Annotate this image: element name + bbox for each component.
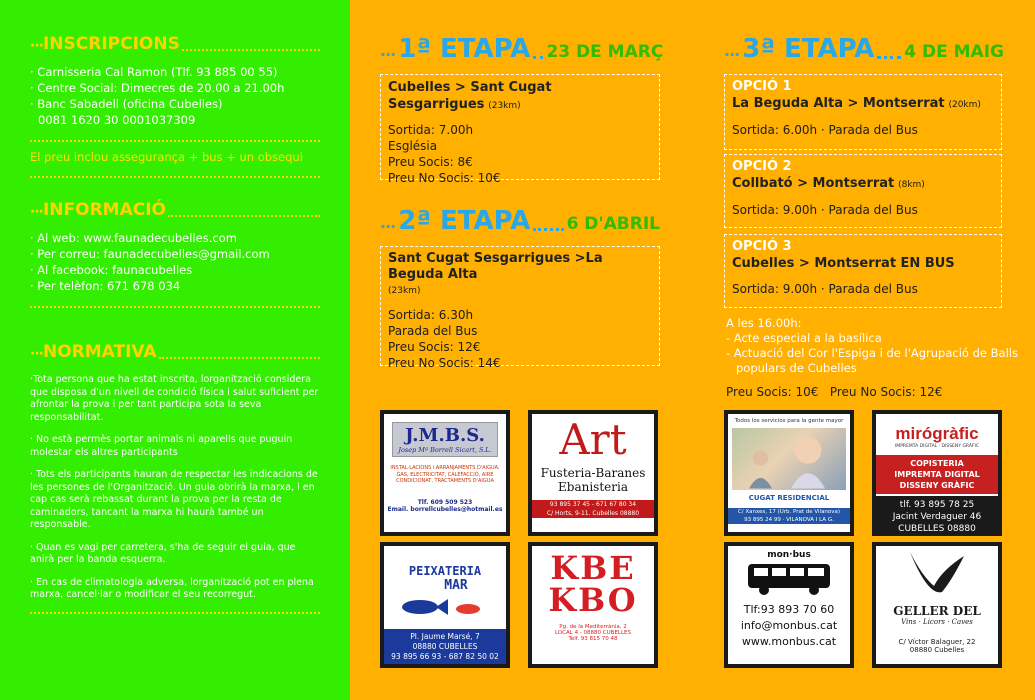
etapa1-line: Preu Socis: 8€	[388, 155, 473, 169]
art-address: C/ Horts, 9-11. Cubelles 08880	[532, 509, 654, 518]
informacio-heading: ··· INFORMACIÓ	[30, 200, 320, 220]
normativa-paragraph: · En cas de climatologia adversa, lorganització pot en plena marxa, cancel·lar o modificar el seu recorregut.	[30, 576, 314, 600]
inscripcions-note: El preu inclou assegurança + bus + un obsequi	[30, 150, 303, 164]
monbus-email: info@monbus.cat	[740, 619, 838, 632]
option3-label: OPCIÓ 3	[732, 239, 792, 254]
etapa3-title: 3ª ETAPA	[742, 34, 875, 64]
cugat-tel: 93 895 24 99 · VILANOVA I LA G.	[728, 516, 850, 524]
jmbs-desc: INSTAL·LACIONS i ARRANJAMENTS D'AIGUA, GAS, ELECTRICITAT, CALEFACCIÓ, AIRE CONDICIONAT, TRACTAMENTS D'AIGUA	[390, 465, 500, 484]
etapa3-option1-box	[724, 74, 1002, 150]
geller-sub: Vins · Licors · Caves	[901, 618, 973, 626]
etapa3-option2-box	[724, 154, 1002, 228]
etapa1-line: Preu No Socis: 10€	[388, 171, 501, 185]
list-item: · Carnisseria Cal Ramon (Tlf. 93 885 00 55)	[30, 65, 278, 79]
peix-name1: PEIXATERIA	[408, 564, 482, 578]
right-panel	[350, 0, 1035, 700]
peix-addr: Pl. Jaume Marsé, 7	[410, 632, 480, 641]
divider	[30, 140, 320, 142]
geller-name: GELLER DEL	[893, 604, 981, 618]
miro-tel: tlf. 93 895 78 25	[899, 500, 975, 510]
monbus-web: www.monbus.cat	[741, 635, 837, 648]
peix-name2: MAR	[444, 578, 468, 593]
fish-icon	[390, 593, 500, 621]
informacio-title: INFORMACIÓ	[42, 200, 167, 220]
option1-route: La Beguda Alta > Montserrat	[732, 96, 945, 111]
etapa2-line: Sortida: 6.30h	[388, 308, 474, 322]
geller-addr: C/ Víctor Balaguer, 22	[898, 638, 976, 646]
etapa2-box	[380, 246, 660, 370]
etapa1-route: Cubelles > Sant Cugat Sesgarrigues	[388, 80, 552, 112]
etapa3-heading: ··· 3ª ETAPA 4 DE MAIG	[724, 34, 1004, 64]
extra-line: A les 16.00h:	[726, 316, 802, 330]
etapa2-line: Parada del Bus	[388, 324, 478, 338]
ad-peixateria	[380, 542, 510, 668]
inscripcions-title: INSCRIPCIONS	[42, 34, 180, 54]
inscripcions-heading: ··· INSCRIPCIONS	[30, 34, 320, 54]
left-panel	[0, 0, 350, 700]
etapa3-date: 4 DE MAIG	[904, 42, 1004, 62]
monbus-tel: Tlf:93 893 70 60	[743, 603, 835, 616]
cugat-address: C/ Xanxes, 17 (Urb. Prat de Vilanova)	[728, 508, 850, 516]
list-item: · Per correu: faunadecubelles@gmail.com	[30, 247, 270, 261]
normativa-title: NORMATIVA	[42, 342, 157, 362]
extra-line: - Actuació del Cor l'Espiga i de l'Agrupació de Balls	[726, 346, 1018, 360]
option1-km: (20km)	[948, 100, 981, 110]
etapa2-line: Preu No Socis: 14€	[388, 356, 501, 370]
art-logo: Art	[559, 415, 627, 464]
ad-mirografic	[872, 410, 1002, 536]
list-item: · Al web: www.faunadecubelles.com	[30, 231, 237, 245]
kbe-l1: KBE	[550, 549, 636, 587]
etapa2-date: 6 D'ABRIL	[566, 214, 660, 234]
list-item: 0081 1620 30 0001037309	[38, 113, 196, 127]
people-illustration-icon	[732, 428, 846, 490]
art-line2: Ebanisteria	[558, 480, 628, 494]
option1-label: OPCIÓ 1	[732, 79, 792, 94]
normativa-paragraph: · Tots els participants hauran de respectar les indicacions de les persones de l'Organització. Un guia obrirà la marxa, i en cap cas serà rebassat durant la prova per la resta de caminadors, tancant la marxa hi haurà també un responsable.	[30, 469, 318, 530]
jmbs-tel: Tlf. 609 509 523	[417, 498, 473, 506]
miro-l1: COPISTERIA	[910, 459, 964, 468]
etapa1-km: (23km)	[488, 101, 521, 111]
cugat-name: CUGAT RESIDENCIAL	[748, 494, 830, 502]
etapa1-heading: ··· 1ª ETAPA 23 DE MARÇ	[380, 34, 664, 64]
normativa-heading: ··· NORMATIVA	[30, 342, 320, 362]
normativa-paragraph: · No està permès portar animals ni aparells que puguin molestar els altres participants	[30, 434, 293, 458]
list-item: · Al facebook: faunacubelles	[30, 263, 193, 277]
divider	[30, 176, 320, 178]
ad-jmbs	[380, 410, 510, 536]
list-item: · Per telèfon: 671 678 034	[30, 279, 181, 293]
informacio-list	[30, 230, 320, 294]
etapa1-date: 23 DE MARÇ	[546, 42, 664, 62]
jmbs-sub: Josep Mª Borrell Sicart, S.L.	[398, 446, 492, 454]
etapa1-title: 1ª ETAPA	[398, 34, 531, 64]
extra-line: - Acte especial a la basílica	[726, 331, 882, 345]
etapa3-extra	[726, 316, 1026, 376]
extra-line: populars de Cubelles	[736, 361, 857, 375]
art-contact: 93 895 37 45 - 671 67 80 34	[532, 500, 654, 509]
etapa1-line: Sortida: 7.00h	[388, 123, 474, 137]
option2-km: (8km)	[898, 180, 925, 190]
normativa-paragraph: ·Tota persona que ha estat inscrita, lorganització considera que disposa d'un nivell de condició física i salut suficient per afrontar la prova i per tant participa sota la seva responsabilitat.	[30, 374, 319, 423]
inscripcions-list	[30, 64, 320, 128]
monbus-logo: mon·bus	[767, 550, 811, 560]
kbe-addr: Pg. de la Mediterrània, 2	[559, 624, 627, 630]
option1-info: Sortida: 6.00h · Parada del Bus	[732, 123, 918, 137]
art-line1: Fusteria-Baranes	[540, 466, 646, 480]
miro-l2: IMPREMTA DIGITAL	[894, 470, 980, 479]
ad-cugat	[724, 410, 854, 536]
etapa2-heading: ··· 2ª ETAPA 6 D'ABRIL	[380, 206, 660, 236]
etapa3-option3-box	[724, 234, 1002, 308]
miro-tag: IMPREMTA DIGITAL · DISSENY GRÀFIC	[894, 444, 980, 449]
peix-city: 08880 CUBELLES	[412, 642, 478, 651]
option3-route: Cubelles > Montserrat EN BUS	[732, 256, 955, 271]
ad-kbe	[528, 542, 658, 668]
peix-tel: 93 895 66 93 - 687 82 50 02	[391, 652, 499, 661]
jmbs-email: Email. borrellcubelles@hotmail.es	[387, 505, 503, 513]
option3-info: Sortida: 9.00h · Parada del Bus	[732, 282, 918, 296]
etapa2-title: 2ª ETAPA	[398, 206, 531, 236]
bus-icon	[734, 560, 844, 596]
divider	[30, 612, 320, 614]
kbe-tel: Telf. 93 815 70 48	[568, 636, 618, 642]
divider	[30, 306, 320, 308]
etapa3-prices: Preu Socis: 10€ Preu No Socis: 12€	[726, 385, 943, 399]
cugat-photo	[732, 428, 846, 490]
miro-city: CUBELLES 08880	[898, 524, 976, 534]
ad-monbus	[724, 542, 854, 668]
etapa2-line: Preu Socis: 12€	[388, 340, 481, 354]
ad-geller	[872, 542, 1002, 668]
list-item: · Banc Sabadell (oficina Cubelles)	[30, 97, 223, 111]
cugat-top: Todos los servicios para la gente mayor	[734, 418, 844, 424]
jmbs-name: J.M.B.S.	[405, 425, 485, 446]
miro-l3: DISSENY GRÀFIC	[899, 481, 975, 490]
option2-route: Collbató > Montserrat	[732, 176, 895, 191]
miro-logo: mirógràfic	[895, 424, 979, 443]
bird-logo-icon	[882, 546, 992, 600]
miro-addr: Jacint Verdaguer 46	[892, 512, 982, 522]
geller-city: 08880 Cubelles	[909, 646, 965, 654]
etapa2-route: Sant Cugat Sesgarrigues >La Beguda Alta	[388, 251, 603, 282]
ad-art	[528, 410, 658, 536]
list-item: · Centre Social: Dimecres de 20.00 a 21.00h	[30, 81, 285, 95]
normativa-body	[30, 374, 320, 602]
option2-label: OPCIÓ 2	[732, 159, 792, 174]
etapa1-box	[380, 74, 660, 185]
kbe-local: LOCAL 4 - 08880 CUBELLES	[554, 630, 632, 636]
etapa1-line: Església	[388, 139, 438, 153]
option2-info: Sortida: 9.00h · Parada del Bus	[732, 203, 918, 217]
normativa-paragraph: · Quan es vagi per carretera, s'ha de seguir el guia, que anirà per la banda esquerra.	[30, 541, 296, 565]
etapa2-km: (23km)	[388, 286, 421, 296]
kbe-l2: KBO	[548, 581, 638, 619]
